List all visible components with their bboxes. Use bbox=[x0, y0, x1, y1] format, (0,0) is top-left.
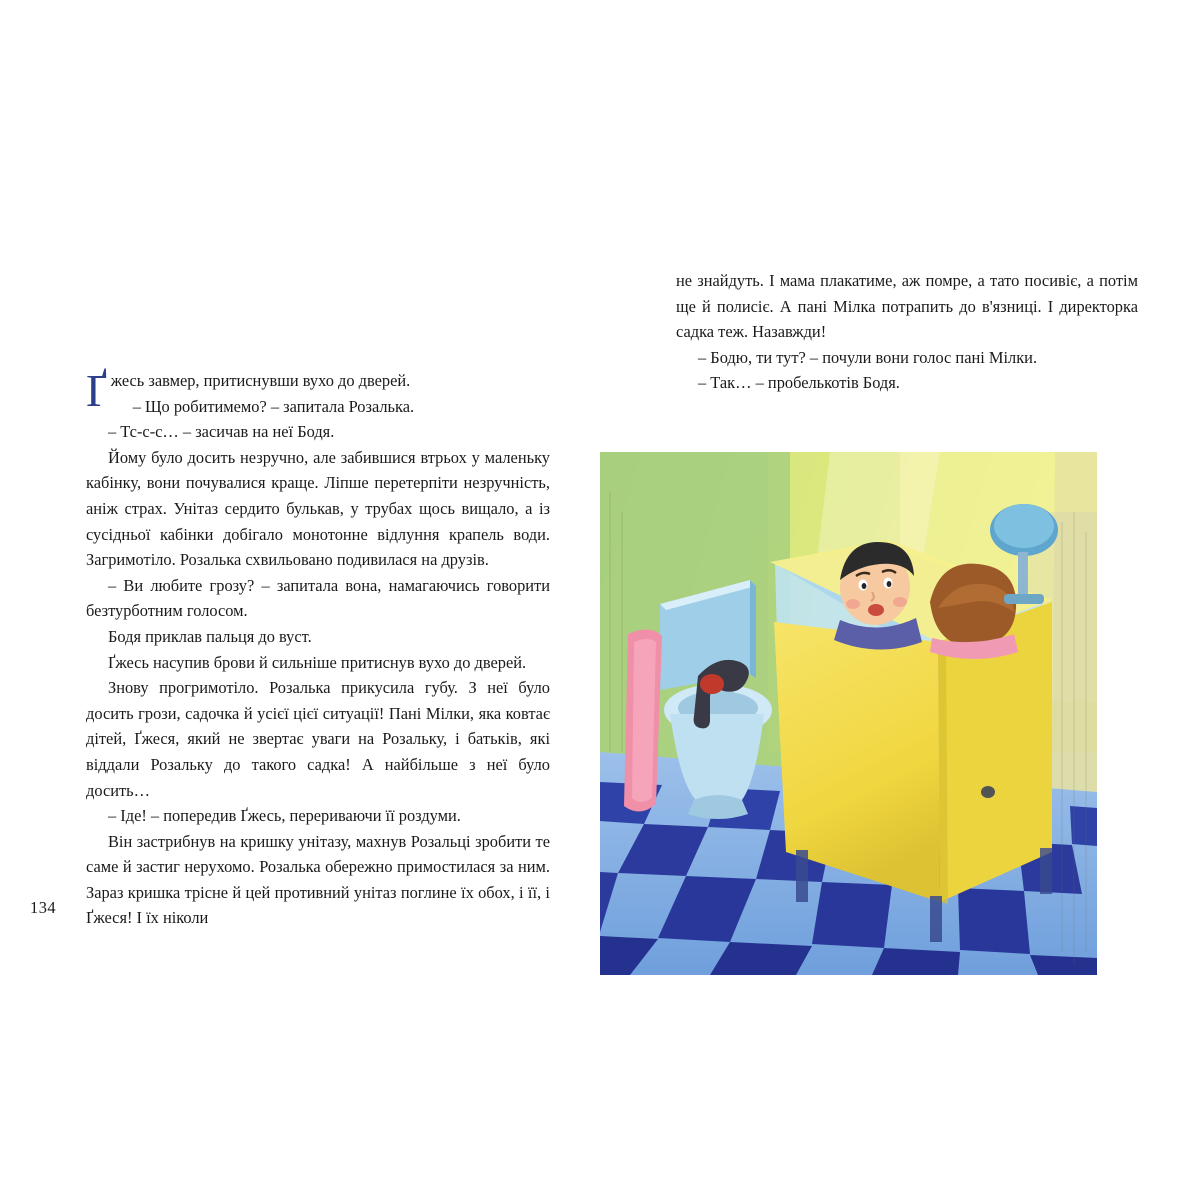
pink-towel bbox=[624, 629, 662, 811]
paragraph: Бодя приклав пальця до вуст. bbox=[108, 626, 312, 646]
right-page bbox=[600, 0, 1200, 1200]
paragraph: – Тс-с-с… – засичав на неї Бодя. bbox=[108, 422, 335, 442]
illustration-canvas bbox=[600, 452, 1097, 975]
paragraph: – Ви любите грозу? – запитала вона, намагаючись говорити безтурботним голосом. bbox=[86, 575, 550, 621]
paragraph: Йому було досить незручно, але забившися втрьох у маленьку кабінку, вони почувалися краще. Ліпше перетерпіти незручність, аніж страх. Унітаз сердито булькав, у трубах щось вищало, а із сусідньої кабінки добігало монотонне відлуння крапель води. Загримотіло. Розалька схвильовано подивилася на друзів. bbox=[86, 447, 550, 570]
paragraph: Ґжесь насупив брови й сильніше притиснув вухо до дверей. bbox=[108, 652, 527, 672]
paragraph: – Що робитимемо? – запитала Розалька. bbox=[132, 396, 415, 416]
paragraph: – Іде! – попередив Ґжесь, перериваючи її роздуми. bbox=[108, 806, 461, 826]
bathroom-scene-illustration bbox=[600, 452, 1097, 975]
page-number: 134 bbox=[30, 898, 57, 917]
paragraph: не знайдуть. І мама плакатиме, аж помре, а тато посивіє, а потім ще й полисіє. А пані Мілка потрапить до в'язниці. І директорка садка теж. Назавжди! bbox=[676, 271, 1138, 342]
paragraph: – Бодю, ти тут? – почули вони голос пані Мілки. bbox=[698, 347, 1038, 367]
paragraph: Знову прогримотіло. Розалька прикусила губу. З неї було досить грози, садочка й усієї цієї ситуації! Пані Мілки, яка ковтає дітей, Ґжеся, який не звертає уваги на Розальку, і батьків, які віддали Розальку до такого садка! А найбільше з неї було досить… bbox=[86, 678, 550, 800]
girl-character bbox=[930, 564, 1018, 659]
paragraph-text: жесь завмер, притиснувши вухо до дверей. bbox=[110, 371, 411, 390]
left-page-body-text bbox=[86, 365, 550, 931]
paragraph: Він застрибнув на кришку унітазу, махнув Розальці зробити те саме й застиг нерухомо. Розалька обережно примостилася за ним. Зараз кришка трісне й цей противний унітаз поглине їх обох, і її, і Ґжеся! І їх ніколи bbox=[86, 831, 550, 928]
right-page-body-text bbox=[676, 268, 1138, 396]
paragraph: – Так… – пробелькотів Бодя. bbox=[698, 373, 900, 393]
drop-cap: Ґ bbox=[86, 365, 107, 416]
